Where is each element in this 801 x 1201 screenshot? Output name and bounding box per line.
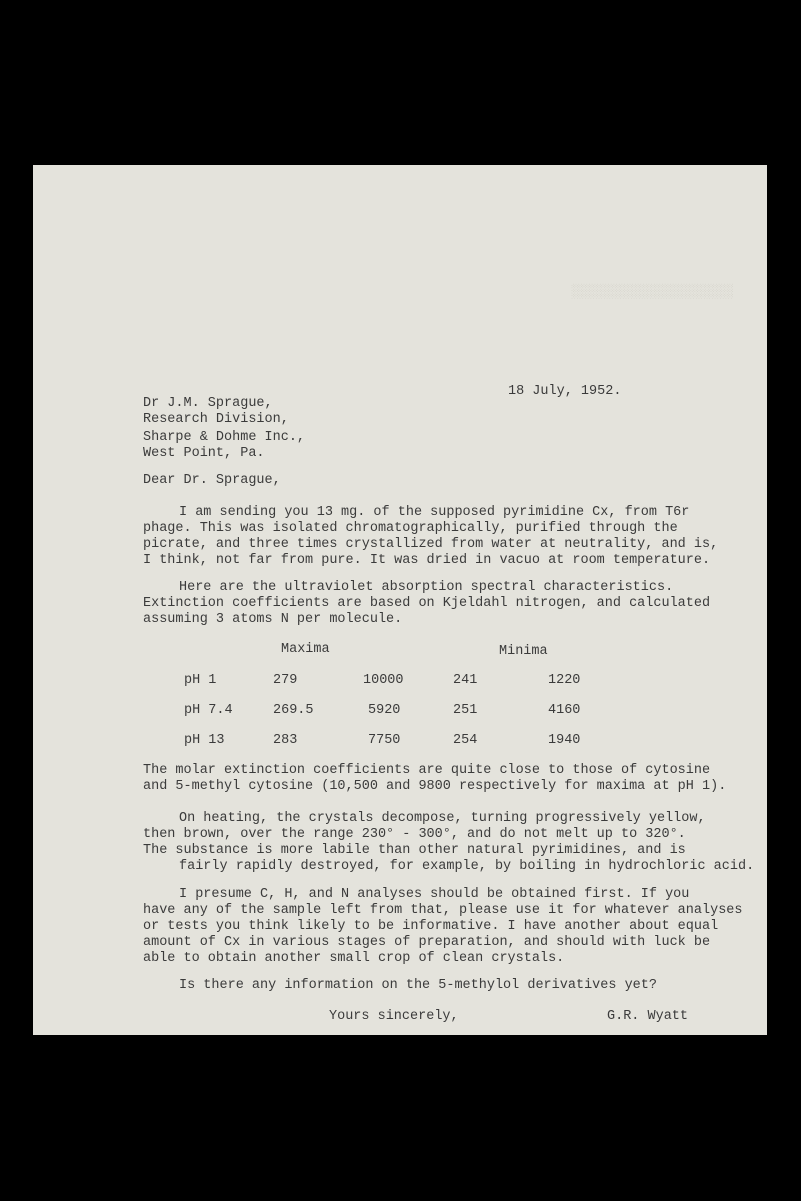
paragraph-line: On heating, the crystals decompose, turning progressively yellow, [179, 811, 706, 826]
paragraph-6: Is there any information on the 5-methylol derivatives yet? [179, 978, 657, 993]
table-header-maxima: Maxima [281, 642, 330, 657]
salutation: Dear Dr. Sprague, [143, 473, 281, 488]
paragraph-line: have any of the sample left from that, please use it for whatever analyses [143, 903, 743, 918]
paragraph-line: I presume C, H, and N analyses should be obtained first. If you [179, 887, 690, 902]
paragraph-line: phage. This was isolated chromatographically, purified through the [143, 521, 678, 536]
min-extinction-cell: 1220 [548, 673, 581, 688]
recipient-line: Research Division, [143, 412, 289, 427]
signature: G.R. Wyatt [607, 1009, 689, 1024]
paragraph-line: able to obtain another small crop of clean crystals. [143, 951, 565, 966]
paragraph-line: The substance is more labile than other natural pyrimidines, and is [143, 843, 686, 858]
closing: Yours sincerely, [329, 1009, 459, 1024]
paragraph-line: or tests you think likely to be informative. I have another about equal [143, 919, 719, 934]
recipient-line: West Point, Pa. [143, 446, 265, 461]
recipient-line: Dr J.M. Sprague, [143, 396, 273, 411]
paragraph-line: picrate, and three times crystallized from water at neutrality, and is, [143, 537, 719, 552]
paragraph-line: Here are the ultraviolet absorption spectral characteristics. [179, 580, 674, 595]
min-wavelength-cell: 254 [453, 733, 478, 748]
letter-date: 18 July, 1952. [508, 384, 622, 399]
paragraph-line: The molar extinction coefficients are quite close to those of cytosine [143, 763, 711, 778]
max-wavelength-cell: 279 [273, 673, 298, 688]
min-extinction-cell: 4160 [548, 703, 581, 718]
ph-cell: pH 7.4 [184, 703, 233, 718]
min-extinction-cell: 1940 [548, 733, 581, 748]
ph-cell: pH 1 [184, 673, 217, 688]
paragraph-line: fairly rapidly destroyed, for example, by boiling in hydrochloric acid. [179, 859, 755, 874]
min-wavelength-cell: 251 [453, 703, 478, 718]
show-through-line: ░░░░░░░░░░░░░░░░░░░░ [570, 285, 733, 300]
paragraph-line: I am sending you 13 mg. of the supposed pyrimidine Cx, from T6r [179, 505, 690, 520]
max-wavelength-cell: 269.5 [273, 703, 314, 718]
max-extinction-cell: 5920 [368, 703, 401, 718]
letter-page [33, 165, 767, 1035]
paragraph-line: and 5-methyl cytosine (10,500 and 9800 respectively for maxima at pH 1). [143, 779, 727, 794]
ph-cell: pH 13 [184, 733, 225, 748]
paragraph-line: assuming 3 atoms N per molecule. [143, 612, 403, 627]
paragraph-line: I think, not far from pure. It was dried in vacuo at room temperature. [143, 553, 711, 568]
max-extinction-cell: 10000 [363, 673, 404, 688]
paragraph-line: amount of Cx in various stages of preparation, and should with luck be [143, 935, 711, 950]
paragraph-line: then brown, over the range 230° - 300°, and do not melt up to 320°. [143, 827, 686, 842]
max-extinction-cell: 7750 [368, 733, 401, 748]
min-wavelength-cell: 241 [453, 673, 478, 688]
paragraph-line: Extinction coefficients are based on Kjeldahl nitrogen, and calculated [143, 596, 711, 611]
max-wavelength-cell: 283 [273, 733, 298, 748]
table-header-minima: Minima [499, 644, 548, 659]
recipient-line: Sharpe & Dohme Inc., [143, 430, 306, 445]
